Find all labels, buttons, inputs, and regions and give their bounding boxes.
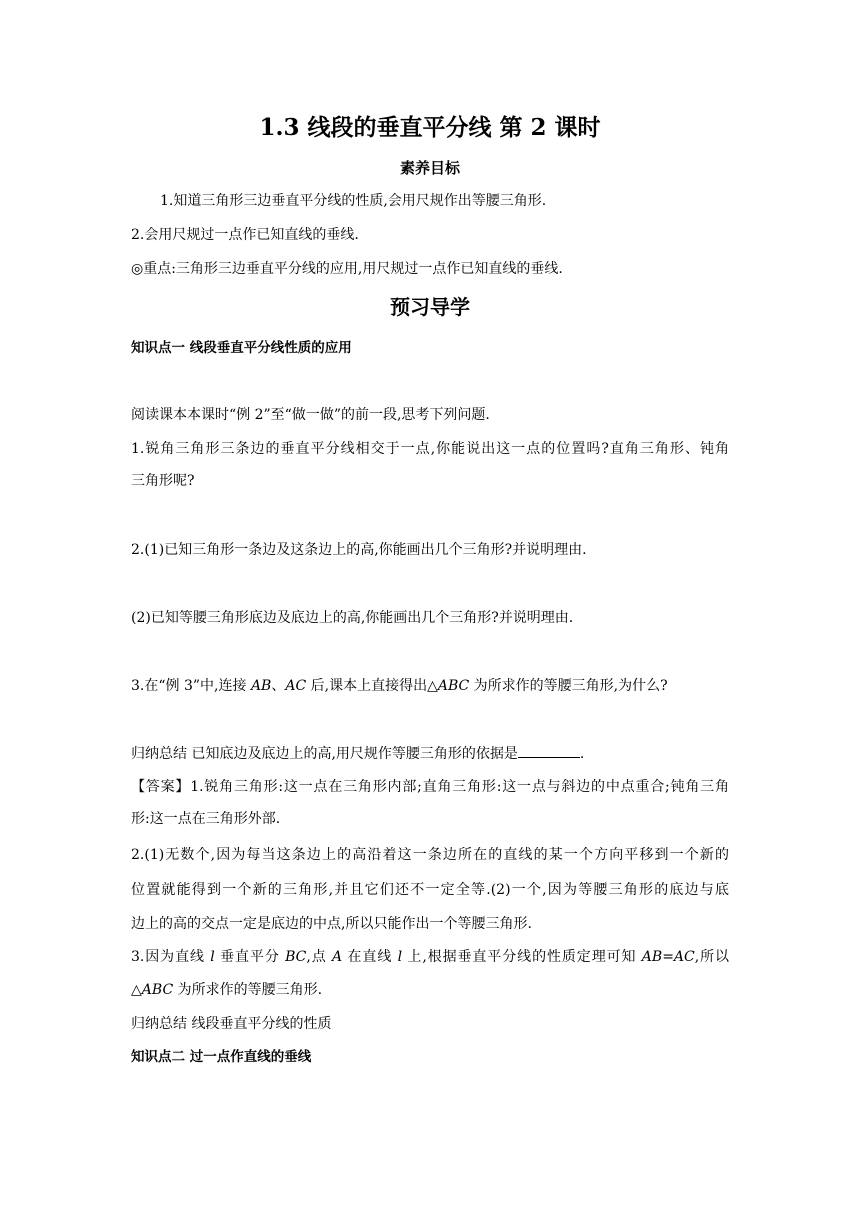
answer-2-line-3: 边上的高的交点一定是底边的中点,所以只能作出一个等腰三角形. (131, 916, 532, 932)
knowledge-point-2-heading: 知识点二 过一点作直线的垂线 (131, 1049, 312, 1065)
question-2-part-1: 2.(1)已知三角形一条边及这条边上的高,你能画出几个三角形?并说明理由. (131, 542, 587, 558)
goal-1: 1.知道三角形三边垂直平分线的性质,会用尺规作出等腰三角形. (160, 193, 547, 209)
knowledge-point-1-heading: 知识点一 线段垂直平分线性质的应用 (131, 340, 352, 356)
summary-answer: 归纳总结 线段垂直平分线的性质 (131, 1016, 332, 1032)
question-1-line-2: 三角形呢? (131, 473, 195, 489)
answer-3-line-2: △ABC 为所求作的等腰三角形. (131, 982, 323, 998)
goal-2: 2.会用尺规过一点作已知直线的垂线. (131, 227, 359, 243)
page-title: 1.3 线段的垂直平分线 第 2 课时 (259, 114, 601, 141)
answer-1-line-2: 形:这一点在三角形外部. (131, 811, 281, 827)
goal-key-points: ◎重点:三角形三边垂直平分线的应用,用尺规过一点作已知直线的垂线. (131, 261, 563, 277)
answer-2-line-1: 2.(1)无数个,因为每当这条边上的高沿着这一条边所在的直线的某一个方向平移到一个新的 (131, 847, 729, 863)
question-2-part-2: (2)已知等腰三角形底边及底边上的高,你能画出几个三角形?并说明理由. (131, 610, 574, 626)
goals-heading: 素养目标 (399, 159, 460, 177)
answer-1-line-1: 【答案】1.锐角三角形:这一点在三角形内部;直角三角形:这一点与斜边的中点重合;钝角三角 (131, 779, 729, 795)
answer-3-line-1: 3.因为直线 l 垂直平分 BC,点 A 在直线 l 上,根据垂直平分线的性质定理可知 AB=AC,所以 (131, 949, 730, 965)
summary-question: 归纳总结 已知底边及底边上的高,用尺规作等腰三角形的依据是 . (131, 746, 585, 762)
preview-heading: 预习导学 (390, 295, 470, 319)
answer-2-line-2: 位置就能得到一个新的三角形,并且它们还不一定全等.(2)一个,因为等腰三角形的底边与底 (131, 882, 729, 898)
reading-instruction: 阅读课本本课时“例 2”至“做一做”的前一段,思考下列问题. (131, 407, 490, 423)
question-1-line-1: 1.锐角三角形三条边的垂直平分线相交于一点,你能说出这一点的位置吗?直角三角形、钝角 (131, 441, 729, 457)
question-3: 3.在“例 3”中,连接 AB、AC 后,课本上直接得出△ABC 为所求作的等腰三角形,为什么? (131, 678, 668, 694)
answer-blank[interactable] (518, 745, 580, 758)
